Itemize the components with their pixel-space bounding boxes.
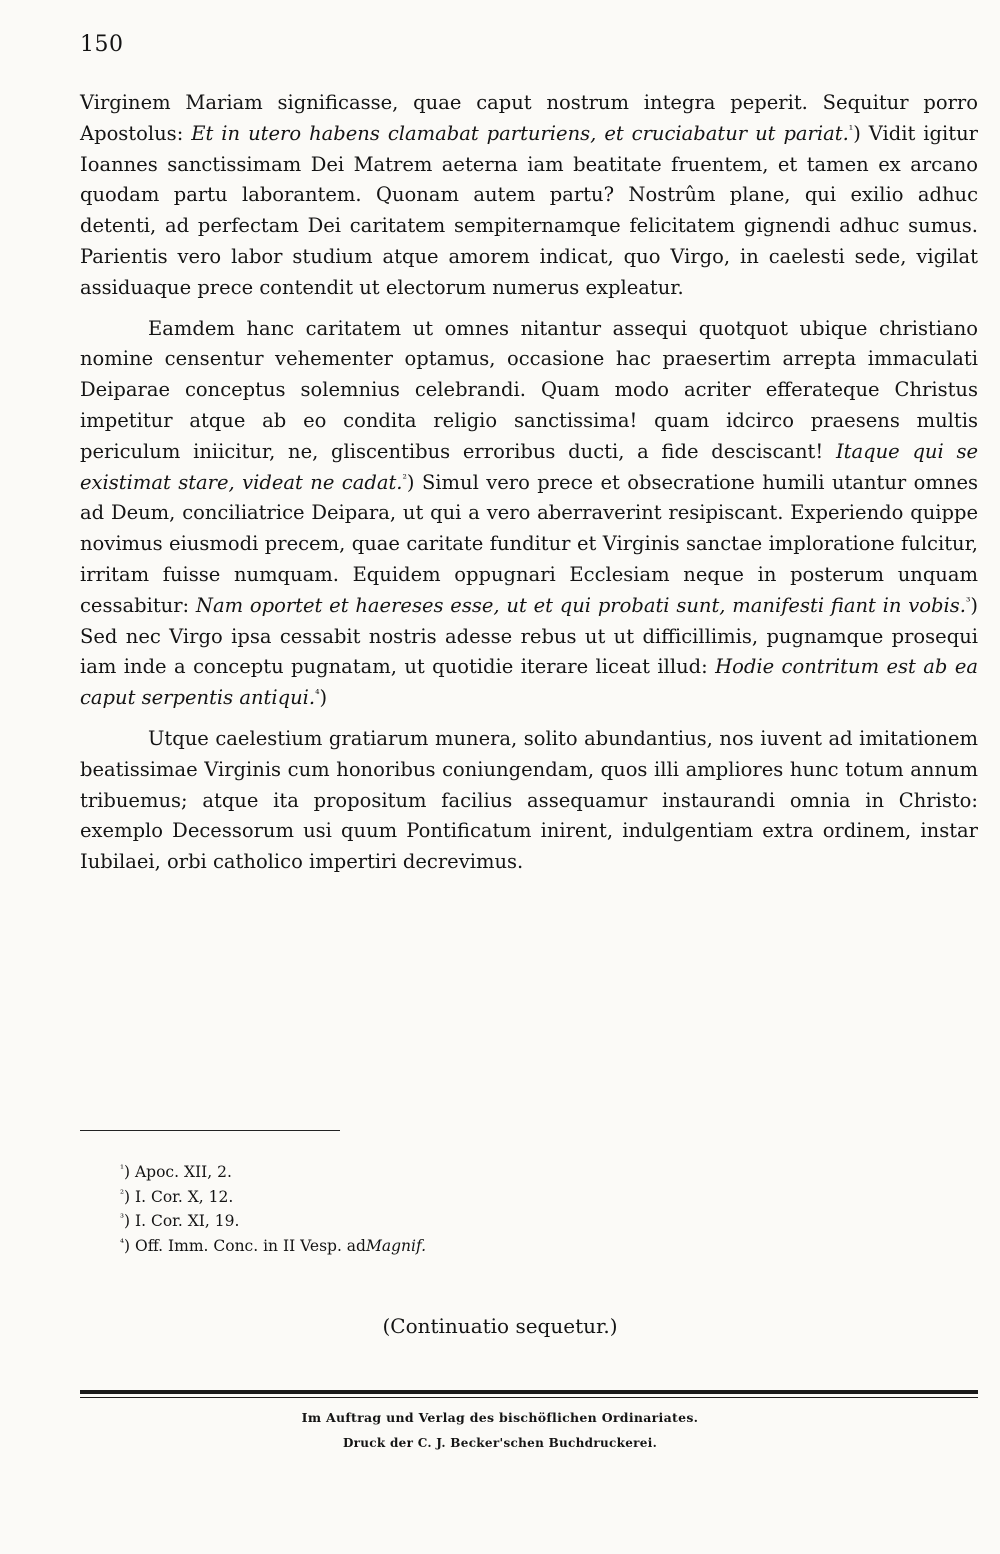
italic-quotation: Hodie contritum est ab ea caput serpentis antiqui.: [80, 655, 978, 710]
footnote-divider: [80, 1130, 340, 1131]
italic-quotation: Nam oportet et haereses esse, ut et qui probati sunt, manifesti fiant in vobis.: [195, 593, 966, 617]
footnote-text: ) I. Cor. XI, 19.: [124, 1212, 240, 1230]
footnote-reference: ⁴: [315, 687, 320, 701]
continuation-note: (Continuatio sequetur.): [382, 1314, 618, 1338]
footnote-mark: ⁴: [120, 1237, 125, 1249]
imprint-line-1: Im Auftrag und Verlag des bischöflichen Ordinariates.: [301, 1410, 699, 1425]
paragraph-2: [80, 314, 978, 714]
footnote-italic-tail: Magnif.: [365, 1236, 427, 1255]
text-run: ) Sed nec Virgo ipsa cessabit nostris adesse rebus ut ut difficillimis, pugnamque prosequi iam inde a conceptu pugnatam, ut quotidie iterare liceat illud:: [80, 593, 978, 679]
text-run: Eamdem hanc caritatem ut omnes nitantur assequi quotquot ubique christiano nomine censentur vehementer optamus, occasione hac praesertim arrepta immaculati Deiparae conceptus solemnius celebrandi. Quam modo acriter efferateque Christus impetitur atque ab eo condita religio sanctissima! quam idcirco praesens multis periculum iniicitur, ne, gliscentibus erroribus ducti, a fide desciscant!: [80, 316, 978, 463]
footnote-2: [120, 1185, 720, 1210]
italic-quotation: Itaque qui se existimat stare, videat ne cadat.: [80, 439, 979, 494]
imprint-rule-thin: [80, 1397, 978, 1398]
text-run: ): [319, 686, 328, 710]
footnote-text: ) Off. Imm. Conc. in II Vesp. ad: [124, 1236, 366, 1255]
footnotes: [120, 1160, 720, 1258]
text-run: Utque caelestium gratiarum munera, solito abundantius, nos iuvent ad imitationem beatissimae Virginis cum honoribus coniungendam, quos illi ampliores hunc totum annum tribuemus; atque ita propositum facilius assequamur instaurandi omnia in Christo: exemplo Decessorum usi quum Pontificatum inirent, indulgentiam extra ordinem, instar Iubilaei, orbi catholico impertiri decrevimus.: [80, 726, 978, 874]
footnote-reference: ²: [402, 471, 407, 485]
imprint-line-2: Druck der C. J. Becker'schen Buchdruckerei.: [342, 1436, 658, 1450]
footnote-mark: ³: [120, 1213, 125, 1224]
text-run: ) Vidit igitur Ioannes sanctissimam Dei Matrem aeterna iam beatitate fruentem, et tamen ex arcano quodam partu laborantem. Quonam autem partu? Nostrûm plane, qui exilio adhuc detenti, ad perfectam Dei caritatem sempiternamque felicitatem gignendi adhuc sumus. Parientis vero labor studium atque amorem indicat, quo Virgo, in caelesti sede, vigilat assiduaque prece contendit ut electorum numerus expleatur.: [80, 121, 978, 299]
italic-quotation: Et in utero habens clamabat parturiens, et cruciabatur ut pariat.: [191, 121, 849, 145]
page-number: 150: [80, 32, 124, 57]
imprint-rule-thick: [80, 1390, 978, 1394]
paragraph-3: [80, 724, 978, 878]
footnote-reference: ³: [965, 594, 971, 608]
footnote-mark: ¹: [120, 1164, 125, 1175]
footnote-mark: ²: [120, 1188, 125, 1200]
text-run: ) Simul vero prece et obsecratione humili utantur omnes ad Deum, conciliatrice Deipara, ut qui a vero aberraverint resipiscant. Experiendo quippe novimus eiusmodi precem, quae caritate funditur et Virginis sanctae imploratione fulcitur, irritam fuisse numquam. Equidem oppugnari Ecclesiam neque in posterum unquam cessabitur:: [80, 470, 978, 617]
footnote-text: ) I. Cor. X, 12.: [124, 1187, 234, 1206]
text-run: Virginem Mariam significasse, quae caput nostrum integra peperit. Sequitur porro Apostolus:: [80, 91, 978, 145]
footnote-3: [120, 1209, 720, 1234]
footnote-text: ) Apoc. XII, 2.: [124, 1163, 232, 1181]
footnote-reference: ¹: [848, 122, 854, 136]
paragraph-1: [80, 88, 978, 304]
body-text: [80, 88, 978, 878]
footnote-1: [120, 1160, 720, 1185]
footnote-4: [120, 1234, 720, 1259]
